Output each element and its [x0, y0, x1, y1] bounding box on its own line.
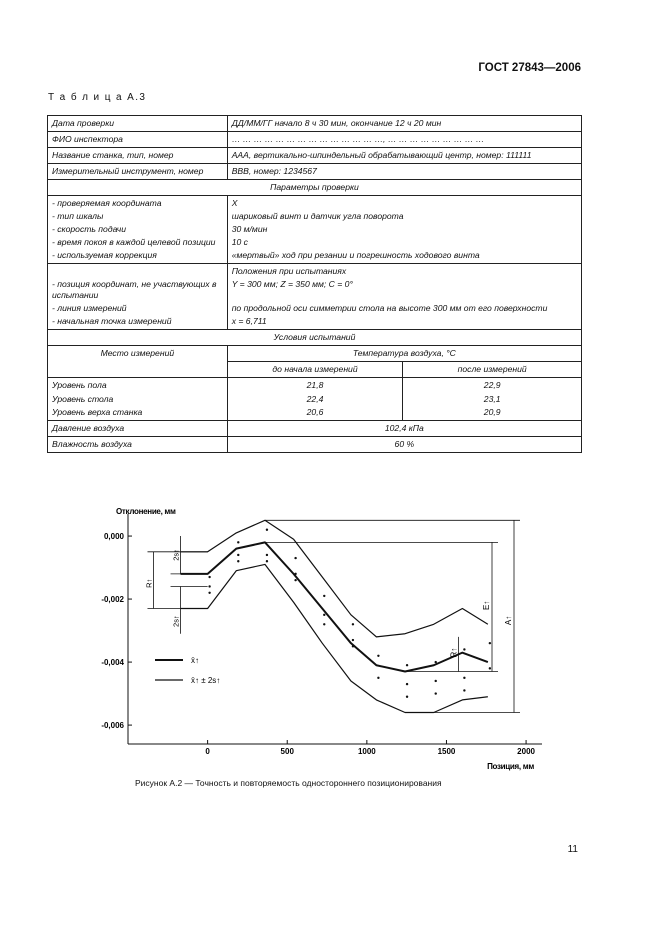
data-point [208, 576, 210, 578]
row-value: ААА, вертикально-шпиндельный обрабатывающий центр, номер: 111111 [227, 148, 581, 164]
data-point [377, 655, 379, 657]
r-left-label: R↑ [144, 578, 154, 588]
data-point [463, 677, 465, 679]
x-tick-label: 1500 [437, 747, 456, 756]
data-point [406, 664, 408, 666]
table-row [48, 164, 582, 180]
y-tick-label: 0,000 [103, 532, 124, 542]
row-value: по продольной оси симметрии стола на высоте 300 мм от его поверхности [227, 302, 581, 315]
place-cell: Уровень верха станка [48, 406, 228, 421]
legend-label-band: x̄↑ ± 2s↑ [191, 676, 221, 685]
x-tick-label: 1000 [357, 747, 376, 756]
two-s-label: 2s↑ [171, 549, 181, 561]
row-label: - время покоя в каждой целевой позиции [48, 236, 228, 249]
row-value: «мертвый» ход при резании и погрешность ходового винта [227, 249, 581, 264]
data-point [237, 541, 239, 543]
data-point [208, 585, 210, 587]
data-point [489, 642, 491, 644]
table-row [48, 315, 582, 330]
data-point [237, 554, 239, 556]
row-value: 10 с [227, 236, 581, 249]
data-point [377, 677, 379, 679]
document-code: ГОСТ 27843—2006 [478, 62, 581, 74]
table-row [48, 210, 582, 223]
data-point [435, 692, 437, 694]
x-axis-label: Позиция, мм [487, 762, 534, 771]
row-value: Y = 300 мм; Z = 350 мм; C = 0° [227, 278, 581, 302]
test-parameters-table [47, 115, 582, 453]
data-point [406, 696, 408, 698]
data-point [294, 573, 296, 575]
table-row [48, 346, 582, 362]
data-point [237, 560, 239, 562]
table-row [48, 116, 582, 132]
after-header: после измерений [403, 362, 582, 378]
temp-before-cell: 20,6 [227, 406, 403, 421]
y-tick-label: -0,002 [101, 595, 124, 605]
table-row [48, 249, 582, 264]
y-tick-label: -0,004 [101, 658, 124, 668]
row-value: ДД/ММ/ГГ начало 8 ч 30 мин, окончание 12 ч 20 мин [227, 116, 581, 132]
temp-header: Температура воздуха, °С [227, 346, 581, 362]
page-number: 11 [567, 844, 578, 855]
row-value: 60 % [227, 437, 581, 453]
data-point [463, 648, 465, 650]
row-label: - начальная точка измерений [48, 315, 228, 330]
row-value: … … … … … … … … … … … … … …, … … … … … … … … … [227, 132, 581, 148]
table-row [48, 278, 582, 302]
row-label: Влажность воздуха [48, 437, 228, 453]
a-label: A↑ [504, 615, 513, 626]
data-point [266, 554, 268, 556]
params-header: Параметры проверки [48, 180, 582, 196]
temp-after-cell: 22,9 [403, 378, 582, 394]
before-header: до начала измерений [227, 362, 403, 378]
row-label: - проверяемая координата [48, 196, 228, 211]
row-value: ВВВ, номер: 1234567 [227, 164, 581, 180]
row-value: 30 м/мин [227, 223, 581, 236]
data-point [323, 623, 325, 625]
row-label: - используемая коррекция [48, 249, 228, 264]
place-header: Место измерений [48, 346, 228, 378]
row-label: Измерительный инструмент, номер [48, 164, 228, 180]
table-row [48, 180, 582, 196]
conditions-header: Условия испытаний [48, 330, 582, 346]
series-line [181, 564, 488, 712]
table-row [48, 264, 582, 279]
row-value: x = 6,711 [227, 315, 581, 330]
figure-caption: Рисунок А.2 — Точность и повторяемость одностороннего позиционирования [135, 778, 442, 788]
chart-svg [90, 500, 560, 775]
data-point [489, 667, 491, 669]
data-point [266, 560, 268, 562]
positions-header: Положения при испытаниях [227, 264, 581, 279]
series-line [181, 542, 488, 671]
row-label: Название станка, тип, номер [48, 148, 228, 164]
y-tick-label: -0,006 [101, 721, 124, 731]
table-row [48, 196, 582, 211]
data-point [294, 557, 296, 559]
row-value: шариковый винт и датчик угла поворота [227, 210, 581, 223]
row-label: - тип шкалы [48, 210, 228, 223]
temp-before-cell: 22,4 [227, 393, 403, 406]
table-row [48, 236, 582, 249]
table-row [48, 421, 582, 437]
data-point [406, 683, 408, 685]
data-point [266, 529, 268, 531]
table-row [48, 406, 582, 421]
x-tick-label: 0 [205, 747, 210, 756]
temp-before-cell: 21,8 [227, 378, 403, 394]
row-label: Давление воздуха [48, 421, 228, 437]
row-value: 102,4 кПа [227, 421, 581, 437]
place-cell: Уровень пола [48, 378, 228, 394]
x-tick-label: 500 [280, 747, 294, 756]
data-point [463, 689, 465, 691]
temp-after-cell: 23,1 [403, 393, 582, 406]
row-label: - позиция координат, не участвующих в испытании [48, 278, 228, 302]
data-point [435, 661, 437, 663]
table-row [48, 132, 582, 148]
data-point [352, 645, 354, 647]
data-point [208, 592, 210, 594]
data-point [294, 579, 296, 581]
table-row [48, 148, 582, 164]
table-row [48, 330, 582, 346]
table-row [48, 393, 582, 406]
row-value: X [227, 196, 581, 211]
table-row [48, 302, 582, 315]
e-label: E↑ [482, 600, 491, 611]
legend-label-mean: x̄↑ [191, 656, 199, 665]
place-cell: Уровень стола [48, 393, 228, 406]
data-point [352, 639, 354, 641]
row-label: - линия измерений [48, 302, 228, 315]
data-point [323, 614, 325, 616]
table-row [48, 378, 582, 394]
x-tick-label: 2000 [517, 747, 535, 756]
two-s-label: 2s↑ [171, 615, 181, 627]
table-caption: Т а б л и ц а А.3 [48, 92, 147, 103]
data-point [352, 623, 354, 625]
table-row [48, 223, 582, 236]
row-label: - скорость подачи [48, 223, 228, 236]
r-right-label: R↑ [449, 647, 459, 658]
series-line [181, 520, 488, 637]
y-axis-label: Отклонение, мм [116, 507, 176, 516]
positioning-chart [90, 500, 560, 775]
data-point [435, 680, 437, 682]
table-row [48, 437, 582, 453]
row-label [48, 264, 228, 279]
row-label: ФИО инспектора [48, 132, 228, 148]
data-point [323, 595, 325, 597]
temp-after-cell: 20,9 [403, 406, 582, 421]
row-label: Дата проверки [48, 116, 228, 132]
